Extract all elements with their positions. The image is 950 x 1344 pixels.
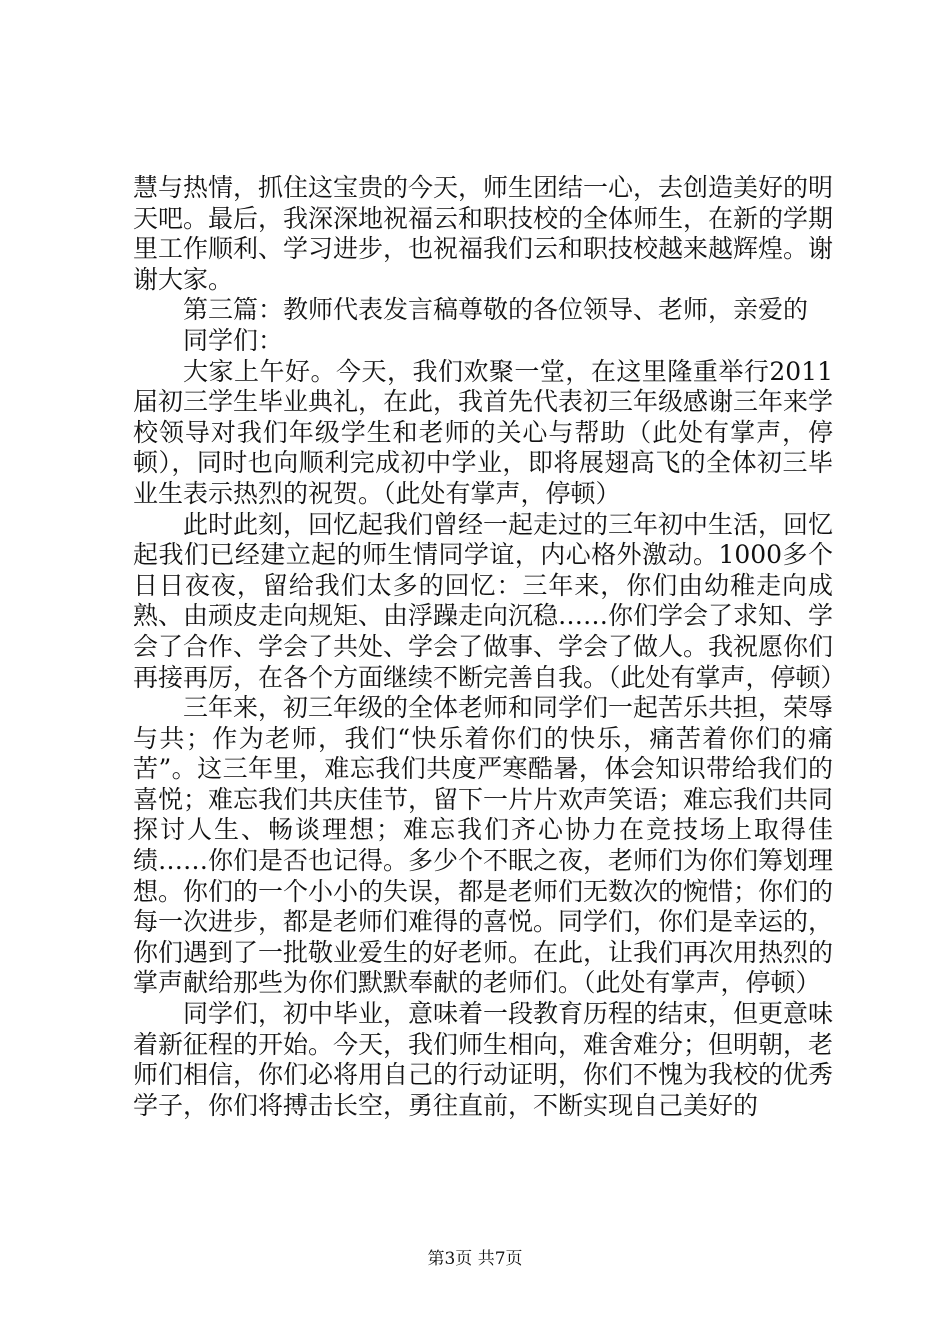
- paragraph-graduation: 同学们，初中毕业，意味着一段教育历程的结束，但更意味着新征程的开始。今天，我们师生相向，难舍难分；但明朝，老师们相信，你们必将用自己的行动证明，你们不愧为我校的优秀学子，你们将搏击长空，勇往直前，不断实现自己美好的: [133, 999, 834, 1120]
- paragraph-memories: 此时此刻，回忆起我们曾经一起走过的三年初中生活，回忆起我们已经建立起的师生情同学谊，内心格外激动。1000多个日日夜夜，留给我们太多的回忆：三年来，你们由幼稚走向成熟、由顽皮走向规矩、由浮躁走向沉稳……你们学会了求知、学会了合作、学会了共处、学会了做事、学会了做人。我祝愿你们再接再厉，在各个方面继续不断完善自我。（此处有掌声，停顿）: [133, 509, 846, 692]
- paragraph-greeting: 大家上午好。今天，我们欢聚一堂，在这里隆重举行2011届初三学生毕业典礼，在此，我首先代表初三年级感谢三年来学校领导对我们年级学生和老师的关心与帮助（此处有掌声，停顿），同时也向顺利完成初中学业，即将展翅高飞的全体初三毕业生表示热烈的祝贺。（此处有掌声，停顿）: [133, 356, 834, 508]
- paragraph-section-heading: 第三篇：教师代表发言稿尊敬的各位领导、老师，亲爱的: [183, 295, 809, 325]
- page-footer: 第3页 共7页: [427, 1249, 523, 1269]
- paragraph-three-years: 三年来，初三年级的全体老师和同学们一起苦乐共担，荣辱与共；作为老师，我们“快乐着你们的快乐，痛苦着你们的痛苦”。这三年里，难忘我们共度严寒酷暑，体会知识带给我们的喜悦；难忘我们共庆佳节，留下一片片欢声笑语；难忘我们共同探讨人生、畅谈理想；难忘我们齐心协力在竞技场上取得佳绩……你们是否也记得。多少个不眠之夜，老师们为你们筹划理想。你们的一个小小的失误，都是老师们无数次的惋惜；你们的每一次进步，都是老师们难得的喜悦。同学们，你们是幸运的，你们遇到了一批敬业爱生的好老师。在此，让我们再次用热烈的掌声献给那些为你们默默奉献的老师们。（此处有掌声，停顿）: [133, 693, 834, 998]
- paragraph-continuation: 慧与热情，抓住这宝贵的今天，师生团结一心，去创造美好的明天吧。最后，我深深地祝福云和职技校的全体师生，在新的学期里工作顺利、学习进步，也祝福我们云和职技校越来越辉煌。谢谢大家。: [133, 173, 834, 294]
- paragraph-salutation: 同学们：: [183, 325, 284, 355]
- body-text: [133, 173, 846, 1121]
